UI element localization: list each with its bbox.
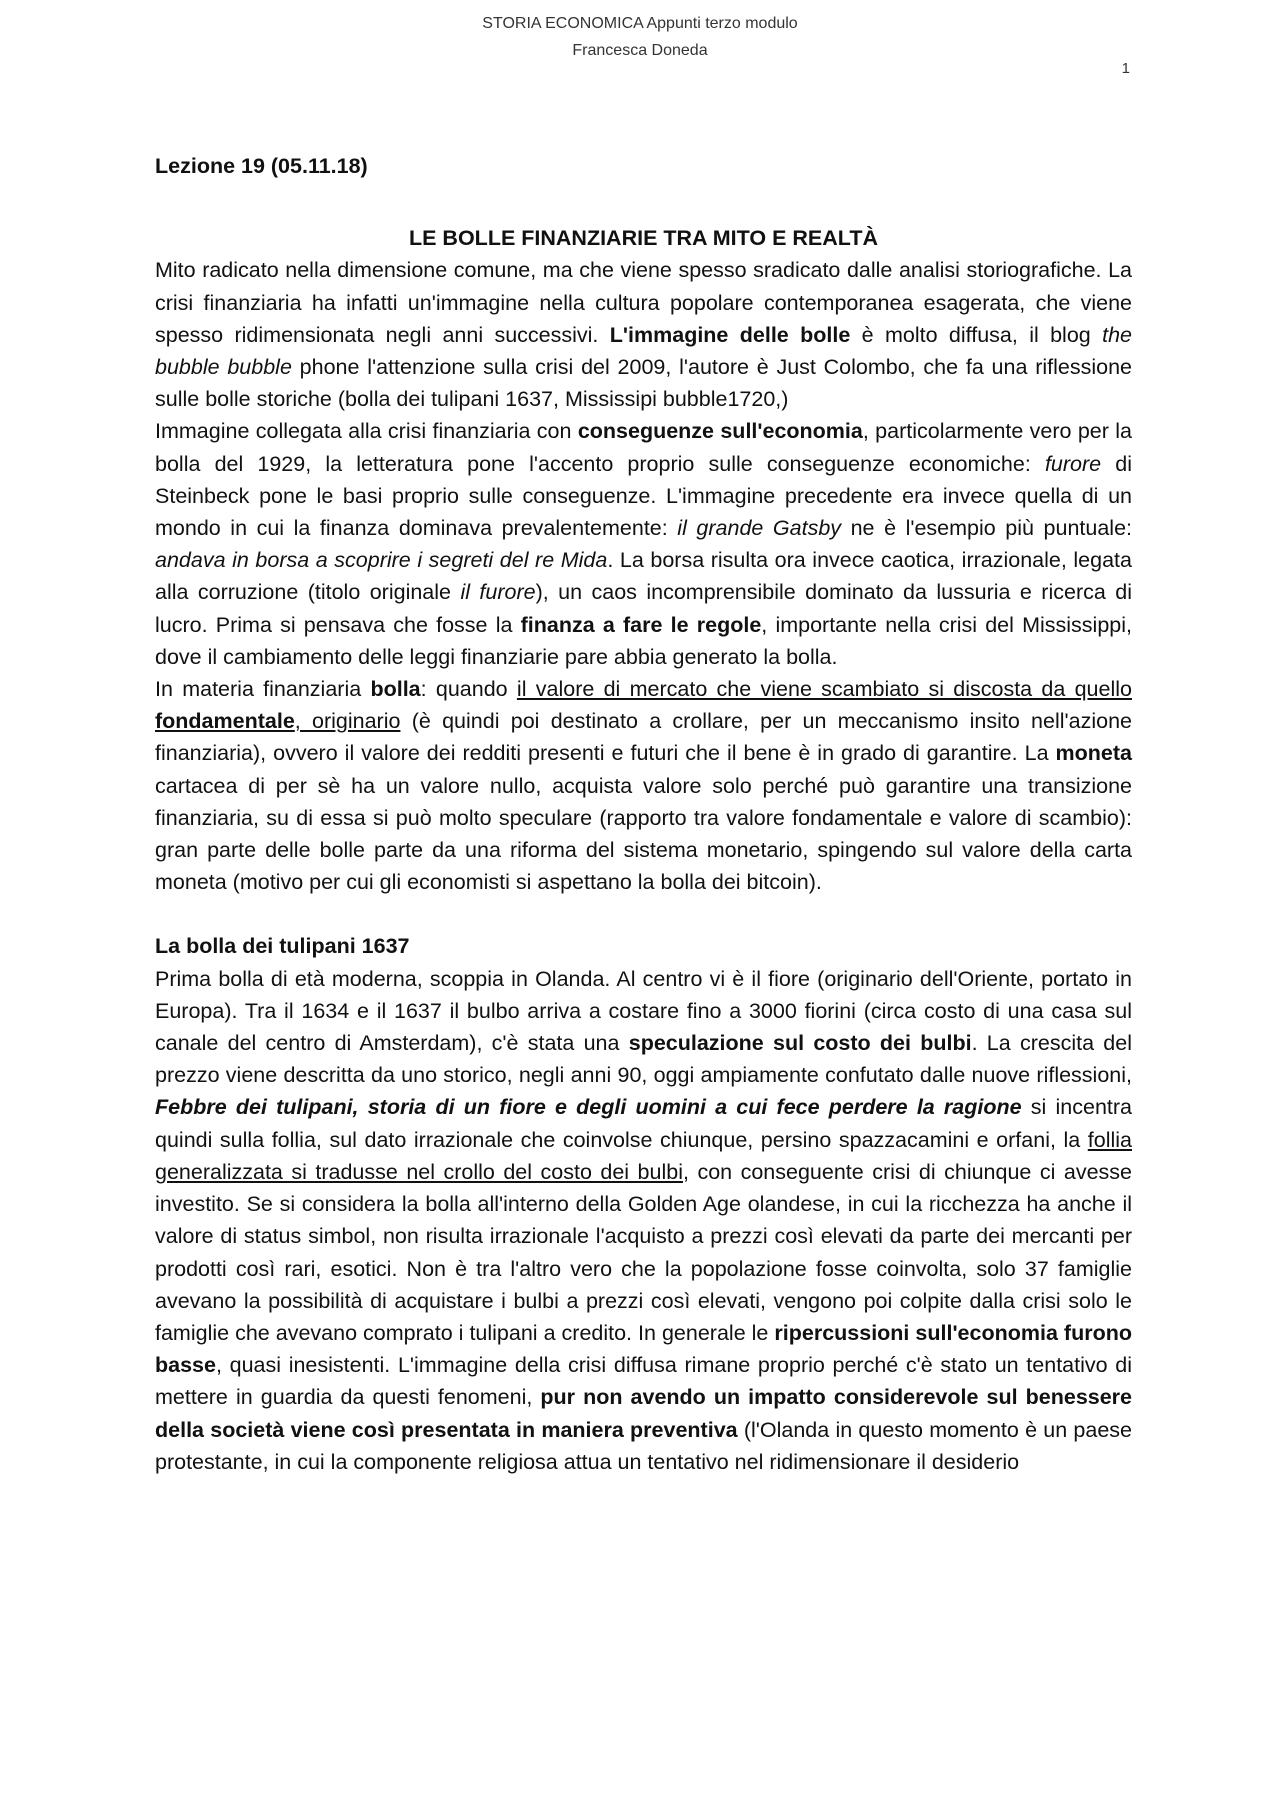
document-body [155,150,1132,1478]
text-run: furore [1044,451,1102,476]
text-run: the bubble bubble [155,322,1133,380]
text-run: ne è l'esempio più puntuale: [841,516,1133,541]
text-run: di Steinbeck pone le basi proprio sulle conseguenze. L'immagine precedente era invece quella di un mondo in cui la finanza dominava prevalentemente: [155,451,1132,541]
text-run: ripercussioni sull'economia furono basse [155,1320,1132,1378]
text-run: . La borsa risulta ora invece caotica, irrazionale, legata alla corruzione (titolo originale [155,548,1132,605]
text-run: follia generalizzata si tradusse nel crollo del costo dei bulbi [155,1127,1132,1184]
paragraph [155,963,1132,1478]
text-run: il grande Gatsby [677,516,842,541]
header-course-title: STORIA ECONOMICA Appunti terzo modulo [482,15,798,32]
text-run: ), un caos incomprensibile dominato da lussuria e ricerca di lucro. Prima si pensava che fosse la [155,580,1132,637]
intro-section [155,254,1132,898]
text-run: il valore di mercato che viene scambiato si discosta da quello [516,677,1132,702]
text-run: il furore [460,580,536,605]
text-run: , importante nella crisi del Mississippi, dove il cambiamento delle leggi finanziarie pare abbia generato la bolla. [155,612,1132,669]
text-run: moneta [1055,741,1132,766]
text-run: pur non avendo un impatto considerevole sul benessere della società viene così presentata in maniera preventiva [155,1385,1133,1442]
text-run: . La crescita del prezzo viene descritta da uno storico, negli anni 90, oggi ampiamente confutato dalle nuove riflessioni, [155,1031,1132,1088]
paragraph [155,254,1132,415]
tulip-section [155,963,1132,1478]
text-run: , quasi inesistenti. L'immagine della crisi diffusa rimane proprio perché c'è stato un tentativo di mettere in guardia da questi fenomeni, [155,1353,1132,1410]
text-run: andava in borsa a scoprire i segreti del re Mida [155,548,608,573]
text-run: finanza a fare le regole [520,612,762,637]
page-number: 1 [1121,60,1130,77]
paragraph [155,415,1132,673]
text-run: : quando [420,677,517,702]
text-run: , particolarmente vero per la bolla del 1929, la letteratura pone l'accento proprio sulle conseguenze economiche: [155,419,1132,476]
paragraph [155,673,1132,898]
page-header [0,10,1280,64]
text-run: , con conseguente crisi di chiunque ci avesse investito. Se si considera la bolla all'interno della Golden Age olandese, in cui la ricchezza ha anche il valore di status simbol, non risulta irrazionale l'acquisto a prezzi così elevati da parte dei mercanti per prodotti così rari, esotici. Non è tra l'altro vero che la popolazione fosse coinvolta, solo 37 famiglie avevano la possibilità di acquistare i bulbi a prezzi così elevati, vengono poi colpite dalla crisi solo le famiglie che avevano comprato i tulipani a credito. In generale le [155,1159,1132,1345]
header-author: Francesca Doneda [572,42,708,59]
text-run: In materia finanziaria [155,677,371,702]
text-run: fondamentale [155,709,295,734]
text-run: si incentra quindi sulla follia, sul dato irrazionale che coinvolse chiunque, persino spazzacamini e orfani, la [155,1095,1132,1152]
lesson-title: Lezione 19 (05.11.18) [155,154,368,178]
text-run: Mito radicato nella dimensione comune, ma che viene spesso sradicato dalle analisi storiografiche. La crisi finanziaria ha infatti un'immagine nella cultura popolare contemporanea esagerata, che viene spesso ridimensionata negli anni successivi. [155,258,1132,347]
text-run: , originario [294,709,401,734]
section-title: La bolla dei tulipani 1637 [155,934,410,959]
text-run: Prima bolla di età moderna, scoppia in Olanda. Al centro vi è il fiore (originario dell'Oriente, portato in Europa). Tra il 1634 e il 1637 il bulbo arriva a costare fino a 3000 fiorini (circa costo di una casa sul canale del centro di Amsterdam), c'è stata una [155,966,1132,1056]
text-run: cartacea di per sè ha un valore nullo, acquista valore solo perché può garantire una transizione finanziaria, su di essa si può molto speculare (rapporto tra valore fondamentale e valore di scambio): gran parte delle bolle parte da una riforma del sistema monetario, spingendo sul valore della carta moneta (motivo per cui gli economisti si aspettano la bolla dei bitcoin). [155,773,1132,895]
text-run: (è quindi poi destinato a crollare, per un meccanismo insito nell'azione finanziaria), ovvero il valore dei redditi presenti e futuri che il bene è in grado di garantire. La [155,709,1132,766]
text-run: L'immagine delle bolle [609,322,851,347]
text-run: Immagine collegata alla crisi finanziaria con [155,419,578,444]
main-title: LE BOLLE FINANZIARIE TRA MITO E REALTÀ [408,226,878,251]
text-run: phone l'attenzione sulla crisi del 2009, l'autore è Just Colombo, che fa una riflessione sulle bolle storiche (bolla dei tulipani 1637, Mississipi bubble1720,) [155,355,1132,412]
text-run: è molto diffusa, il blog [850,322,1103,347]
text-run: bolla [370,677,421,702]
text-run: (l'Olanda in questo momento è un paese protestante, in cui la componente religiosa attua un tentativo nel ridimensionare il desiderio [155,1417,1132,1474]
text-run: conseguenze sull'economia [577,419,863,444]
text-run: Febbre dei tulipani, storia di un fiore e degli uomini a cui fece perdere la ragione [155,1095,1022,1120]
text-run: speculazione sul costo dei bulbi [628,1031,972,1056]
